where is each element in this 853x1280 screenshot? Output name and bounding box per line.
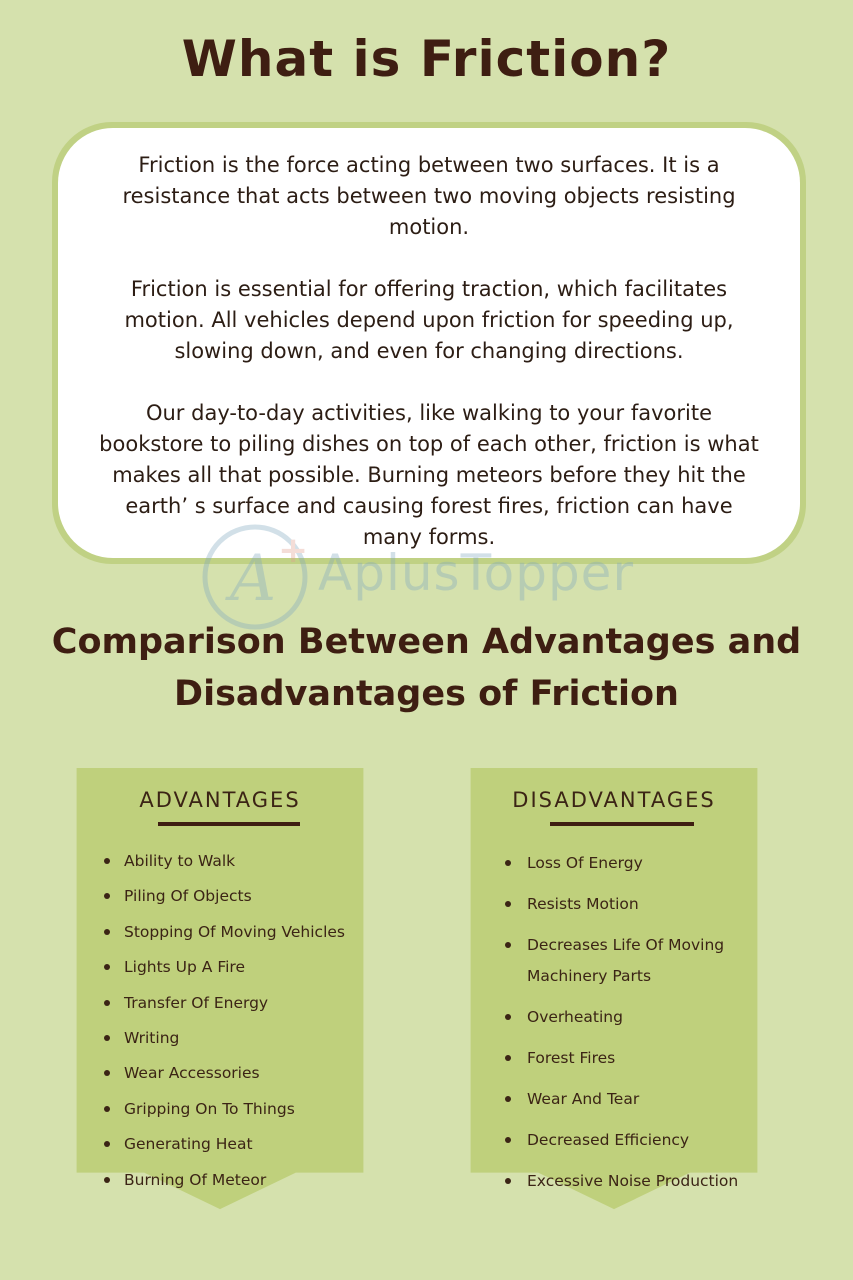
list-item-label: Piling Of Objects [124,887,252,906]
list-item-label: Decreases Life Of Moving Machinery Parts [527,936,725,985]
svg-text:+: + [278,530,309,571]
bullet-icon [104,1070,110,1076]
advantages-heading: ADVANTAGES [139,788,301,812]
list-item-label: Overheating [527,1008,623,1026]
list-item [63,1131,377,1166]
bullet-icon [104,858,110,864]
list-item [63,919,377,954]
intro-box [52,122,806,564]
intro-paragraph: Friction is essential for offering traction, which facilitates motion. All vehicles depend upon friction for speeding up, slowing down, and even for changing directions. [124,277,734,363]
advantages-underline [158,822,300,826]
list-item-label: Decreased Efficiency [527,1131,690,1149]
bullet-icon [505,1137,511,1143]
list-item [457,1043,771,1074]
bullet-icon [104,1035,110,1041]
bullet-icon [104,1141,110,1147]
list-item-label: Forest Fires [527,1049,616,1067]
list-item-label: Resists Motion [527,895,639,913]
bullet-icon [104,1106,110,1112]
bullet-icon [104,893,110,899]
list-item-label: Writing [124,1028,180,1047]
list-item-label: Burning Of Meteor [124,1170,267,1189]
bullet-icon [505,860,511,866]
list-item [63,1167,377,1202]
bullet-icon [505,942,511,948]
advantages-panel [63,768,377,1211]
list-item-label: Ability to Walk [124,852,236,870]
advantages-list [63,848,377,1202]
comparison-heading: Comparison Between Advantages and Disadvantages of Friction [51,622,802,714]
list-item [457,1125,771,1156]
list-item-label: Generating Heat [124,1135,253,1154]
bullet-icon [505,1014,511,1020]
bullet-icon [505,901,511,907]
disadvantages-list [457,848,771,1207]
disadvantages-heading: DISADVANTAGES [512,788,716,812]
disadvantages-panel [457,768,771,1211]
list-item [457,848,771,879]
bullet-icon [505,1178,511,1184]
list-item [63,1096,377,1131]
page-title: What is Friction? [181,30,672,88]
intro-paragraph: Our day-to-day activities, like walking to your favorite bookstore to piling dishes on top of each other, friction is what makes all that possible. Burning meteors before they hit the earth’ s surface and causing forest fires, friction can have many forms. [99,401,759,549]
intro-text-panel [58,128,800,558]
list-item [63,990,377,1025]
list-item-label: Stopping Of Moving Vehicles [124,922,345,941]
bullet-icon [104,964,110,970]
list-item-label: Excessive Noise Production [527,1172,739,1190]
list-item-label: Lights Up A Fire [124,958,245,977]
bullet-icon [505,1055,511,1061]
svg-text:A: A [230,542,277,616]
list-item [63,1060,377,1095]
list-item [457,1084,771,1115]
intro-paragraph: Friction is the force acting between two surfaces. It is a resistance that acts between two moving objects resisting motion. [122,153,736,239]
list-item [63,954,377,989]
watermark-text: AplusTopper [318,544,635,602]
list-item-label: Loss Of Energy [527,854,643,872]
list-item [457,1166,771,1197]
list-item [457,889,771,920]
list-item-label: Wear And Tear [527,1090,640,1108]
bullet-icon [104,1000,110,1006]
bullet-icon [104,929,110,935]
list-item [63,848,377,883]
list-item [457,1002,771,1033]
list-item-label: Wear Accessories [124,1064,260,1083]
list-item-label: Gripping On To Things [124,1099,295,1118]
list-item [63,1025,377,1060]
disadvantages-underline [550,822,694,826]
bullet-icon [505,1096,511,1102]
bullet-icon [104,1177,110,1183]
list-item [63,883,377,918]
list-item-label: Transfer Of Energy [124,993,269,1012]
list-item [457,930,771,992]
